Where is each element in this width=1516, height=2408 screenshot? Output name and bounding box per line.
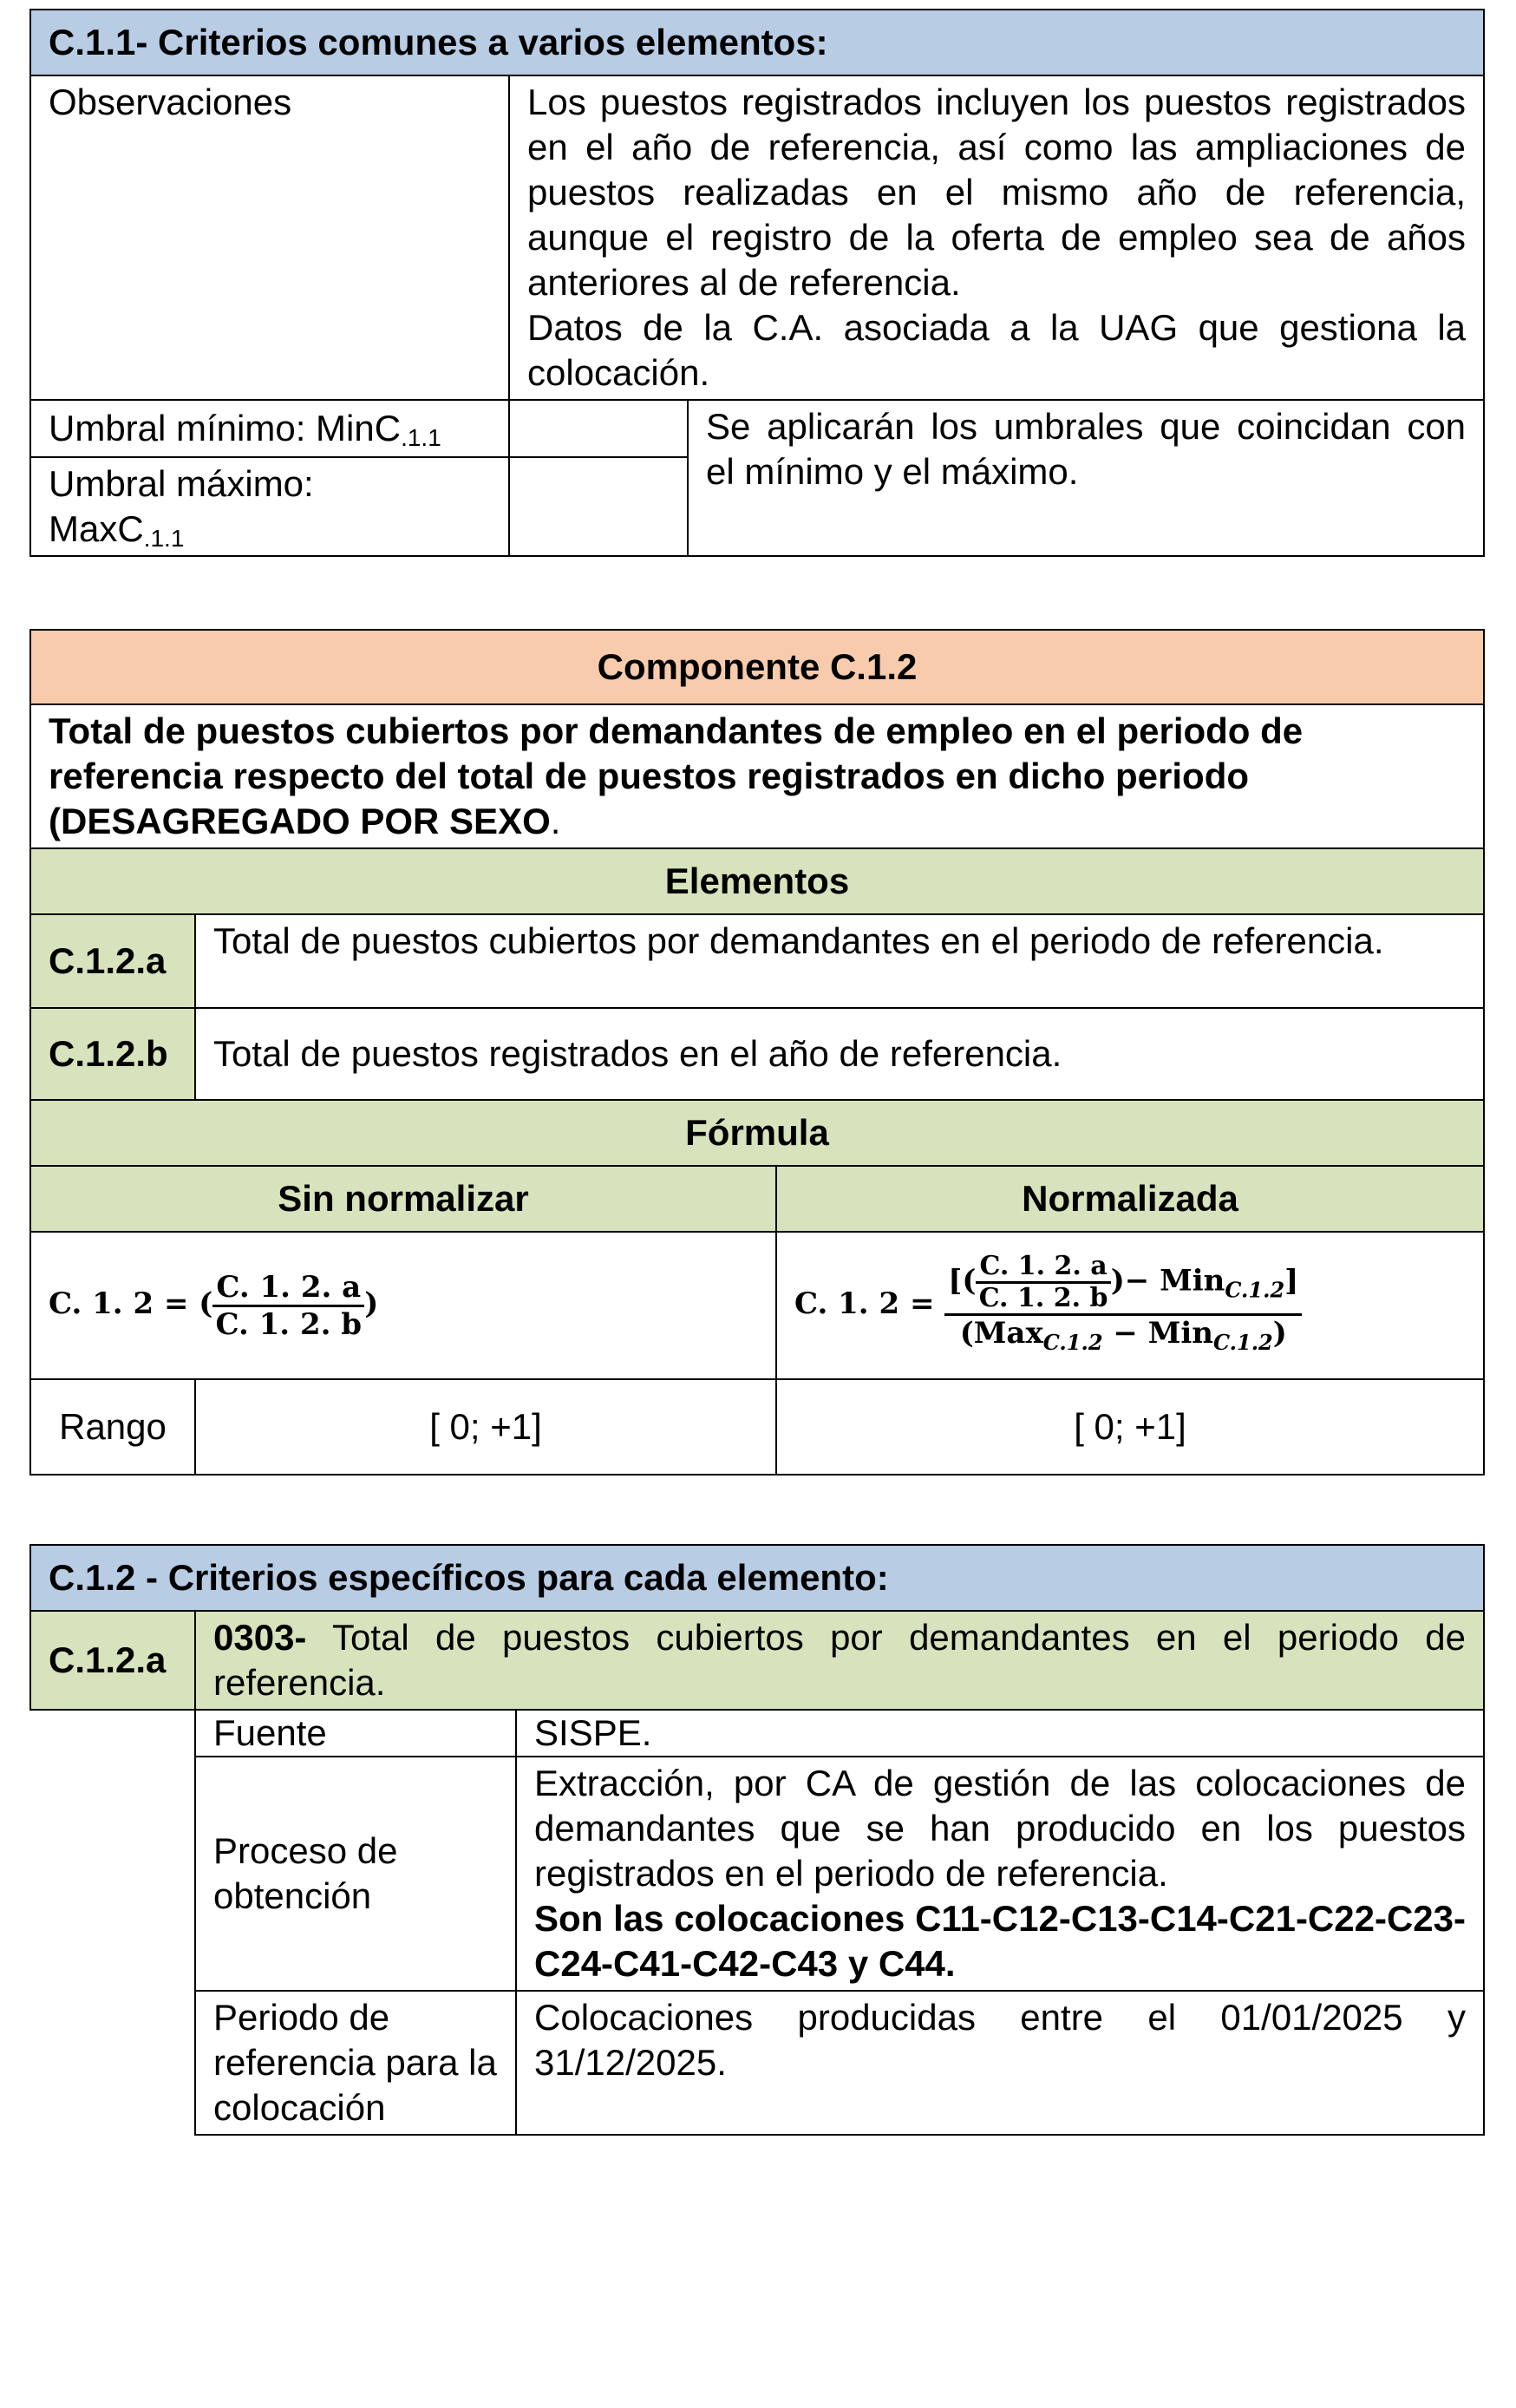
element-b-code: C.1.2.b bbox=[30, 1008, 195, 1100]
spacer-cell bbox=[30, 1710, 195, 1757]
spacer-cell bbox=[30, 1991, 195, 2135]
umbral-minimo-label bbox=[30, 400, 509, 457]
c11-header-text: - Criterios comunes a varios elementos: bbox=[135, 22, 828, 62]
umbral-maximo-text: Umbral máximo: bbox=[49, 463, 314, 504]
formula-norm-max-sub: C.1.2 bbox=[1042, 1329, 1103, 1355]
formula-norm-inner-fraction bbox=[976, 1252, 1110, 1313]
spacer-cell bbox=[30, 1757, 195, 1991]
formula-norm-den-min-sub: C.1.2 bbox=[1212, 1329, 1273, 1355]
umbral-maximo-sub: .1.1 bbox=[143, 525, 185, 552]
rango-label: Rango bbox=[30, 1379, 195, 1475]
formula-norm-denominator bbox=[944, 1316, 1302, 1360]
formula-norm-numerator bbox=[944, 1252, 1302, 1316]
formula-header: Fórmula bbox=[30, 1100, 1484, 1166]
umbral-maximo-label bbox=[30, 457, 509, 556]
formula-raw-denominator: C. 1. 2. b bbox=[215, 1306, 363, 1342]
periodo-value: Colocaciones producidas entre el 01/01/2025 y 31/12/2025. bbox=[516, 1991, 1484, 2135]
formula-norm-outer-fraction bbox=[944, 1252, 1302, 1360]
umbral-minimo-text: Umbral mínimo: MinC bbox=[49, 408, 402, 448]
formula-norm-minus-min: )− Min bbox=[1110, 1263, 1225, 1298]
formula-raw-expression bbox=[49, 1269, 379, 1342]
formula-raw-numerator: C. 1. 2. a bbox=[212, 1270, 364, 1307]
c12a-title bbox=[195, 1611, 1484, 1710]
formula-norm-den-open: (Max bbox=[959, 1315, 1043, 1351]
proceso-colocaciones: Son las colocaciones C11-C12-C13-C14-C21-C22-C23-C24-C41-C42-C43 y C44. bbox=[534, 1898, 1466, 1984]
observaciones-text bbox=[509, 75, 1484, 400]
formula-raw bbox=[30, 1232, 776, 1379]
proceso-value bbox=[516, 1757, 1484, 1991]
observaciones-paragraph-1: Los puestos registrados incluyen los puestos registrados en el año de referencia, así como las ampliaciones de puestos realizadas en el mismo año de referencia, aunque el registro de la oferta de empleo sea de años anteriores al de referencia. bbox=[527, 82, 1467, 303]
element-b-text: Total de puestos registrados en el año de referencia. bbox=[195, 1008, 1484, 1100]
element-a-text: Total de puestos cubiertos por demandantes en el periodo de referencia. bbox=[195, 914, 1484, 1008]
col-normalizada: Normalizada bbox=[776, 1166, 1484, 1232]
observaciones-paragraph-2: Datos de la C.A. asociada a la UAG que gestiona la colocación. bbox=[527, 307, 1467, 393]
formula-raw-lhs: C. 1. 2 = ( bbox=[49, 1286, 213, 1321]
fuente-value: SISPE. bbox=[516, 1710, 1484, 1757]
formula-norm-inner-den: C. 1. 2. b bbox=[978, 1282, 1108, 1313]
fuente-label: Fuente bbox=[195, 1710, 516, 1757]
formula-norm-den-minus: − Min bbox=[1102, 1315, 1213, 1351]
proceso-text: Extracción, por CA de gestión de las colocaciones de demandantes que se han producido en los puestos registrados en el periodo de referencia. bbox=[534, 1763, 1466, 1894]
c12-specific-header: C.1.2 - Criterios específicos para cada elemento: bbox=[30, 1545, 1484, 1611]
periodo-label: Periodo de referencia para la colocación bbox=[195, 1991, 516, 2135]
formula-norm-close: ] bbox=[1284, 1263, 1299, 1298]
componente-description-text: Total de puestos cubiertos por demandantes de empleo en el periodo de referencia respecto del total de puestos registrados en dicho periodo (DESAGREGADO POR SEXO bbox=[49, 710, 1304, 841]
umbral-minimo-sub: .1.1 bbox=[401, 424, 441, 451]
col-sin-normalizar: Sin normalizar bbox=[30, 1166, 776, 1232]
formula-norm-inner-num: C. 1. 2. a bbox=[976, 1252, 1110, 1284]
element-a-code: C.1.2.a bbox=[30, 914, 195, 1008]
elementos-header: Elementos bbox=[30, 848, 1484, 914]
formula-raw-fraction bbox=[212, 1270, 364, 1342]
table-c12-specific-criteria bbox=[29, 1544, 1485, 2136]
umbral-minimo-value bbox=[509, 400, 688, 457]
formula-norm-expression bbox=[794, 1250, 1302, 1355]
componente-description-end: . bbox=[550, 801, 561, 841]
formula-norm-open: [( bbox=[948, 1263, 977, 1298]
formula-raw-close: ) bbox=[364, 1286, 379, 1321]
formula-norm-min-sub: C.1.2 bbox=[1225, 1277, 1285, 1302]
proceso-label: Proceso de obtención bbox=[195, 1757, 516, 1991]
table-c11-common-criteria bbox=[29, 9, 1485, 557]
c12a-number: 0303- bbox=[213, 1617, 307, 1658]
c12a-code: C.1.2.a bbox=[30, 1611, 195, 1710]
umbral-maximo-value bbox=[509, 457, 688, 556]
c11-header-code: C.1.1 bbox=[49, 22, 136, 62]
componente-title: Componente C.1.2 bbox=[30, 630, 1484, 704]
rango-raw: [ 0; +1] bbox=[195, 1379, 776, 1475]
c12a-title-text: Total de puestos cubiertos por demandantes en el periodo de referencia. bbox=[213, 1617, 1466, 1703]
rango-normalized: [ 0; +1] bbox=[776, 1379, 1484, 1475]
formula-norm-den-close: ) bbox=[1272, 1315, 1287, 1351]
formula-normalized bbox=[776, 1232, 1484, 1379]
umbral-note: Se aplicarán los umbrales que coincidan con el mínimo y el máximo. bbox=[688, 400, 1484, 556]
table-componente-c12 bbox=[29, 629, 1485, 1476]
formula-norm-lhs: C. 1. 2 = bbox=[794, 1286, 935, 1321]
observaciones-label: Observaciones bbox=[30, 75, 509, 400]
c11-header bbox=[30, 10, 1484, 75]
componente-description bbox=[30, 704, 1484, 848]
umbral-maximo-var: MaxC bbox=[49, 508, 144, 549]
